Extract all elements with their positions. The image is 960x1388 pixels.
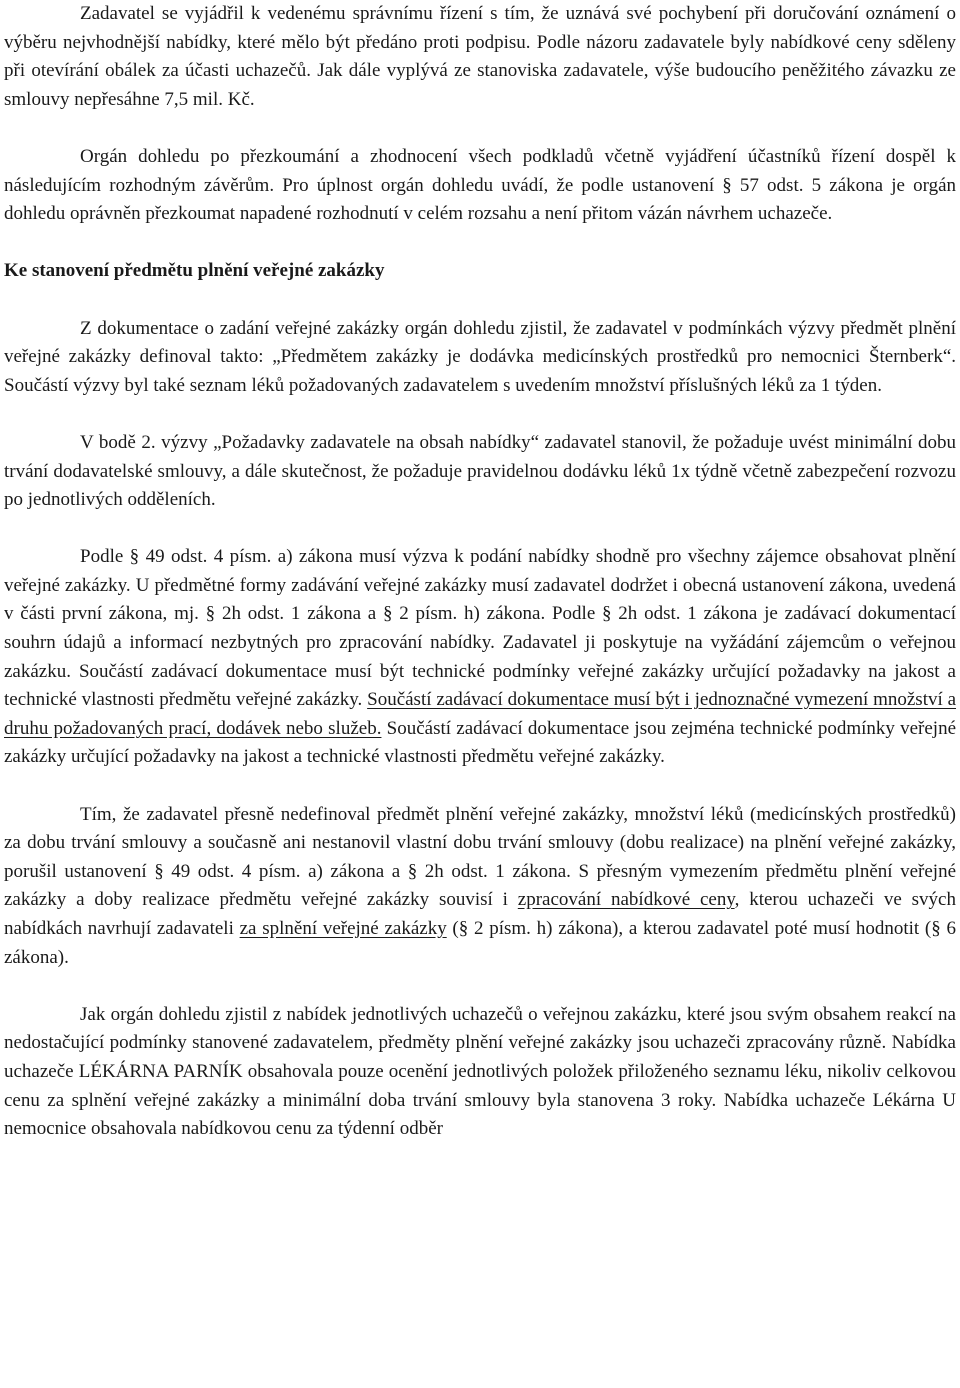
paragraph-6-underlined-2: za splnění veřejné zakázky xyxy=(239,918,447,939)
paragraph-7: Jak orgán dohledu zjistil z nabídek jednotlivých uchazečů o veřejnou zakázku, které jsou svým obsahem reakcí na nedostačující podmínky stanovené zadavatelem, předměty plnění veřejné zakázky jsou uchazeči zpracovány různě. Nabídka uchazeče LÉKÁRNA PARNÍK obsahovala pouze ocenění jednotlivých položek přiloženého seznamu léku, nikoliv celkovou cenu za splnění veřejné zakázky a minimální doba trvání smlouvy byla stanovena 3 roky. Nabídka uchazeče Lékárna U nemocnice obsahovala nabídkovou cenu za týdenní odběr xyxy=(4,1003,956,1140)
paragraph-1: Zadavatel se vyjádřil k vedenému správnímu řízení s tím, že uznává své pochybení při doručování oznámení o výběru nejvhodnější nabídky, které mělo být předáno proti podpisu. Podle názoru zadavatele byly nabídkové ceny sděleny při otevírání obálek za účasti uchazečů. Jak dále vyplývá ze stanoviska zadavatele, výše budoucího peněžitého závazku ze smlouvy nepřesáhne 7,5 mil. Kč. xyxy=(4,3,956,110)
paragraph-6-text-b: , kterou uchazeči ve svých nabídkách navrhují zadavateli xyxy=(4,889,956,939)
paragraph-3: Z dokumentace o zadání veřejné zakázky orgán dohledu zjistil, že zadavatel v podmínkách výzvy předmět plnění veřejné zakázky definoval takto: „Předmětem zakázky je dodávka medicínských prostředků pro nemocnici Šternberk“. Součástí výzvy byl také seznam léků požadovaných zadavatelem s uvedením množství příslušných léků za 1 týden. xyxy=(4,317,956,396)
paragraph-5 xyxy=(4,543,956,772)
paragraph-5-text-a: Podle § 49 odst. 4 písm. a) zákona musí výzva k podání nabídky shodně pro všechny zájemce obsahovat plnění veřejné zakázky. U předmětné formy zadávání veřejné zakázky musí zadavatel dodržet i obecná ustanovení zákona, uvedená v části první zákona, mj. § 2h odst. 1 zákona a § 2 písm. h) zákona. Podle § 2h odst. 1 zákona je zadávací dokumentací souhrn údajů a informací nezbytných pro zpracování nabídky. Zadavatel ji poskytuje na vyžádání zájemcům o veřejnou zakázku. Součástí zadávací dokumentace musí být technické podmínky veřejné zakázky určující požadavky na jakost a technické vlastnosti předmětu veřejné zakázky. xyxy=(4,546,956,711)
paragraph-6-underlined-1: zpracování nabídkové ceny xyxy=(517,889,735,911)
paragraph-2: Orgán dohledu po přezkoumání a zhodnocení všech podkladů včetně vyjádření účastníků řízení dospěl k následujícím rozhodným závěrům. Pro úplnost orgán dohledu uvádí, že podle ustanovení § 57 odst. 5 zákona je orgán dohledu oprávněn přezkoumat napadené rozhodnutí v celém rozsahu a není přitom vázán návrhem uchazeče. xyxy=(4,145,956,225)
paragraph-6-text-c: (§ 2 písm. h) zákona), a kterou zadavatel poté musí hodnotit (§ 6 zákona). xyxy=(4,918,956,968)
paragraph-5-text-b: Součástí zadávací dokumentace jsou zejména technické podmínky veřejné zakázky určující požadavky na jakost a technické vlastnosti předmětu veřejné zakázky. xyxy=(4,717,956,768)
paragraph-6-text-a: Tím, že zadavatel přesně nedefinoval předmět plnění veřejné zakázky, množství léků (medicínských prostředků) za dobu trvání smlouvy a současně ani nestanovil vlastní dobu trvání smlouvy (dobu realizace) na plnění veřejné zakázky, porušil ustanovení § 49 odst. 4 písm. a) zákona a § 2h odst. 1 zákona. S přesným vymezením předmětu plnění veřejné zakázky a doby realizace předmětu veřejné zakázky souvisí i xyxy=(4,803,956,911)
section-heading: Ke stanovení předmětu plnění veřejné zakázky xyxy=(4,260,385,282)
paragraph-5-underlined: Součástí zadávací dokumentace musí být i jednoznačné vymezení množství a druhu požadovaných prací, dodávek nebo služeb. xyxy=(4,689,957,739)
paragraph-6 xyxy=(4,801,956,973)
paragraph-4: V bodě 2. výzvy „Požadavky zadavatele na obsah nabídky“ zadavatel stanovil, že požaduje uvést minimální dobu trvání dodavatelské smlouvy, a dále skutečnost, že požaduje pravidelnou dodávku léků 1x týdně včetně zabezpečení rozvozu po jednotlivých odděleních. xyxy=(4,431,956,511)
